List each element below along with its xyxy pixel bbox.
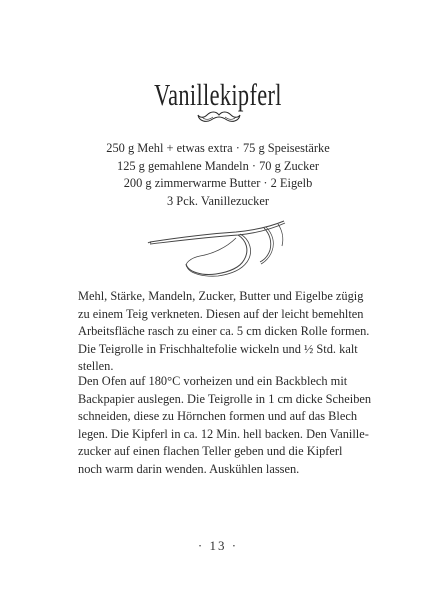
- ingredient-line: 125 g gemahlene Mandeln · 70 g Zucker: [117, 158, 319, 173]
- text-line: noch warm darin wenden. Auskühlen lassen.: [78, 461, 300, 476]
- recipe-title: Vanillekipferl: [154, 76, 282, 112]
- ingredients-list: [0, 140, 436, 210]
- text-line: Arbeitsfläche rasch zu einer ca. 5 cm dicken Rolle formen.: [78, 324, 370, 338]
- ingredient-line: 3 Pck. Vanillezucker: [167, 193, 269, 208]
- page-number: · 13 ·: [197, 538, 239, 553]
- text-line: schneiden, diese zu Hörnchen formen und auf das Blech: [78, 409, 358, 423]
- text-line: zucker auf einen flachen Teller geben und die Kipferl: [78, 444, 343, 458]
- text-line: stellen.: [78, 359, 114, 373]
- vanilla-pod-icon: [146, 212, 296, 278]
- text-line: Den Ofen auf 180°C vorheizen und ein Backblech mit: [78, 374, 348, 388]
- ingredient-line: 200 g zimmerwarme Butter · 2 Eigelb: [123, 176, 313, 190]
- text-line: Backpapier auslegen. Die Teigrolle in 1 cm dicke Scheiben: [78, 391, 372, 406]
- mustache-icon: [197, 109, 241, 125]
- text-line: legen. Die Kipferl in ca. 12 Min. hell backen. Den Vanille-: [78, 426, 369, 441]
- instruction-paragraph-1: [78, 288, 370, 376]
- instruction-paragraph-2: [78, 373, 372, 478]
- text-line: zu einem Teig verkneten. Diesen auf der leicht bemehlten: [78, 306, 364, 321]
- text-line: Die Teigrolle in Frischhaltefolie wickeln und ½ Std. kalt: [78, 341, 358, 356]
- ingredient-line: 250 g Mehl + etwas extra · 75 g Speisestärke: [106, 141, 330, 155]
- text-line: Mehl, Stärke, Mandeln, Zucker, Butter und Eigelbe zügig: [78, 289, 364, 303]
